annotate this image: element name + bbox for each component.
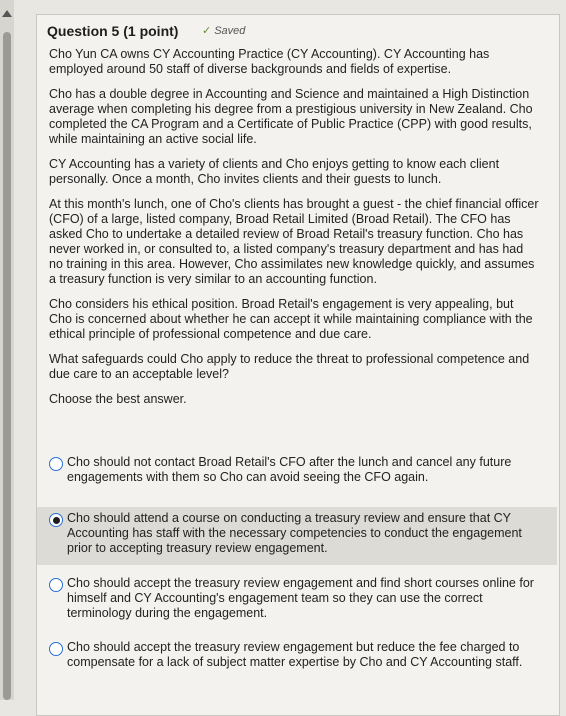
radio-button-option-3[interactable] xyxy=(49,578,63,592)
answer-option-4-label[interactable]: Cho should accept the treasury review engagement but reduce the fee charged to compensate for a lack of subject matter expertise by Cho and CY Accounting staff. xyxy=(67,640,523,669)
scenario-paragraph-1: Cho Yun CA owns CY Accounting Practice (CY Accounting). CY Accounting has employed around 50 staff of diverse backgrounds and fields of expertise. xyxy=(49,47,490,76)
scenario-paragraph-5: Cho considers his ethical position. Broad Retail's engagement is very appealing, but Cho is concerned about whether he can accept it while maintaining compliance with the ethical principle of professional competence and due care. xyxy=(49,297,533,341)
scenario-paragraph-3: CY Accounting has a variety of clients and Cho enjoys getting to know each client personally. Once a month, Cho invites clients and their guests to lunch. xyxy=(49,157,500,186)
question-body xyxy=(49,47,539,417)
saved-label: Saved xyxy=(214,25,246,37)
scenario-paragraph-4: At this month's lunch, one of Cho's clients has brought a guest - the chief financial officer (CFO) of a large, listed company, Broad Retail Limited (Broad Retail). The CFO has asked Cho to undertake a detailed review of Broad Retail's treasury function. Cho has never worked in, or consulted to, a listed company's treasury department and has had no training in this area. However, Cho assimilates new knowledge quickly, and assumes a treasury function is very similar to an accounting function. xyxy=(49,197,539,286)
answer-option-4[interactable] xyxy=(37,639,557,691)
question-prompt: What safeguards could Cho apply to reduce the threat to professional competence and due care to an acceptable level? xyxy=(49,352,530,381)
radio-button-option-1[interactable] xyxy=(49,457,63,471)
answer-option-3[interactable] xyxy=(37,575,557,627)
radio-button-option-2[interactable] xyxy=(49,513,63,527)
question-header: Question 5 (1 point) xyxy=(47,23,179,39)
answer-option-3-label[interactable]: Cho should accept the treasury review engagement and find short courses online for himself and CY Accounting's engagement team so they can use the correct terminology during the engagement. xyxy=(67,576,534,620)
saved-status xyxy=(202,24,245,37)
scenario-paragraph-2: Cho has a double degree in Accounting and Science and maintained a High Distinction average when completing his degree from a prestigious university in New Zealand. Cho completed the CA Program and a Certificate of Public Practice (CPP) with good results, while maintaining an active social life. xyxy=(49,87,533,146)
answer-option-1[interactable] xyxy=(37,455,557,499)
scroll-thumb[interactable] xyxy=(3,32,11,700)
answer-instruction: Choose the best answer. xyxy=(49,392,187,406)
checkmark-icon: ✓ xyxy=(202,25,212,37)
answer-option-2[interactable] xyxy=(37,507,557,565)
scroll-up-arrow-icon[interactable] xyxy=(2,10,12,17)
answer-option-1-label[interactable]: Cho should not contact Broad Retail's CFO after the lunch and cancel any future engagements with them so Cho can avoid seeing the CFO again. xyxy=(67,455,512,484)
vertical-scrollbar[interactable] xyxy=(0,0,14,700)
question-card xyxy=(36,14,560,716)
answer-option-2-label[interactable]: Cho should attend a course on conducting a treasury review and ensure that CY Accounting has staff with the necessary competencies to conduct the engagement prior to accepting treasury review engagement. xyxy=(67,511,522,555)
radio-button-option-4[interactable] xyxy=(49,642,63,656)
